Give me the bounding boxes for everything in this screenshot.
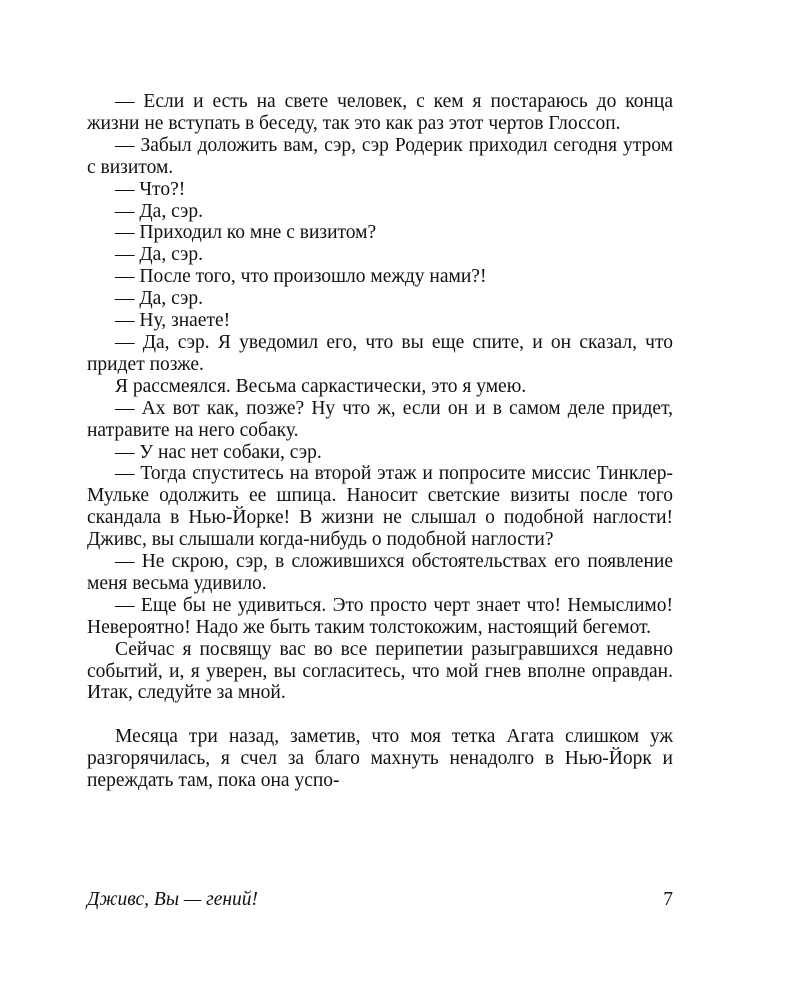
paragraph: — Что?! — [115, 178, 186, 200]
page-number: 7 — [663, 889, 673, 910]
paragraph: — Да, сэр. — [115, 244, 203, 266]
paragraph: — Тогда спуститесь на второй этаж и попросите миссис Тинклер-Мульке одолжить ее шпица. Наносит светские визиты после того скандала в Нью-Йорке! В жизни не слышал о подобной наглости! Дживс, вы слышали когда-нибудь о подобной наглости? — [87, 463, 673, 551]
paragraph: Сейчас я посвящу вас во все перипетии разыгравшихся недавно событий, и, я уверен, вы согласитесь, что мой гнев вполне оправдан. Итак, следуйте за мной. — [87, 638, 673, 704]
paragraph: — Ах вот как, позже? Ну что ж, если он и в самом деле придет, натравите на него собаку. — [87, 397, 673, 441]
paragraph: — Забыл доложить вам, сэр, сэр Родерик приходил сегодня утром с визитом. — [87, 134, 673, 178]
paragraph: — Если и есть на свете человек, с кем я постараюсь до конца жизни не вступать в беседу, так это как раз этот чертов Глоссоп. — [87, 91, 673, 134]
paragraph: Я рассмеялся. Весьма саркастически, это я умею. — [115, 375, 527, 397]
paragraph: — Да, сэр. — [115, 288, 203, 310]
paragraph: — Ну, знаете! — [115, 310, 231, 332]
paragraph: — Не скрою, сэр, в сложившихся обстоятельствах его появление меня весьма удивило. — [87, 551, 673, 594]
running-title: Дживс, Вы — гений! — [87, 889, 259, 910]
page-body — [87, 91, 673, 792]
paragraph: — Приходил ко мне с визитом? — [115, 222, 377, 244]
paragraph: Месяца три назад, заметив, что моя тетка Агата слишком уж разгорячилась, я счел за благо махнуть ненадолго в Нью-Йорк и переждать там, пока она успо- — [87, 726, 673, 792]
section-break — [87, 704, 673, 726]
paragraph: — Да, сэр. — [115, 200, 203, 222]
paragraph: — У нас нет собаки, сэр. — [115, 441, 322, 463]
page-footer — [87, 889, 673, 911]
paragraph: — Да, сэр. Я уведомил его, что вы еще спите, и он сказал, что придет позже. — [87, 331, 673, 375]
paragraph: — Еще бы не удивиться. Это просто черт знает что! Немыслимо! Невероятно! Надо же быть таким толстокожим, настоящий бегемот. — [87, 594, 673, 638]
paragraph: — После того, что произошло между нами?! — [115, 266, 487, 288]
